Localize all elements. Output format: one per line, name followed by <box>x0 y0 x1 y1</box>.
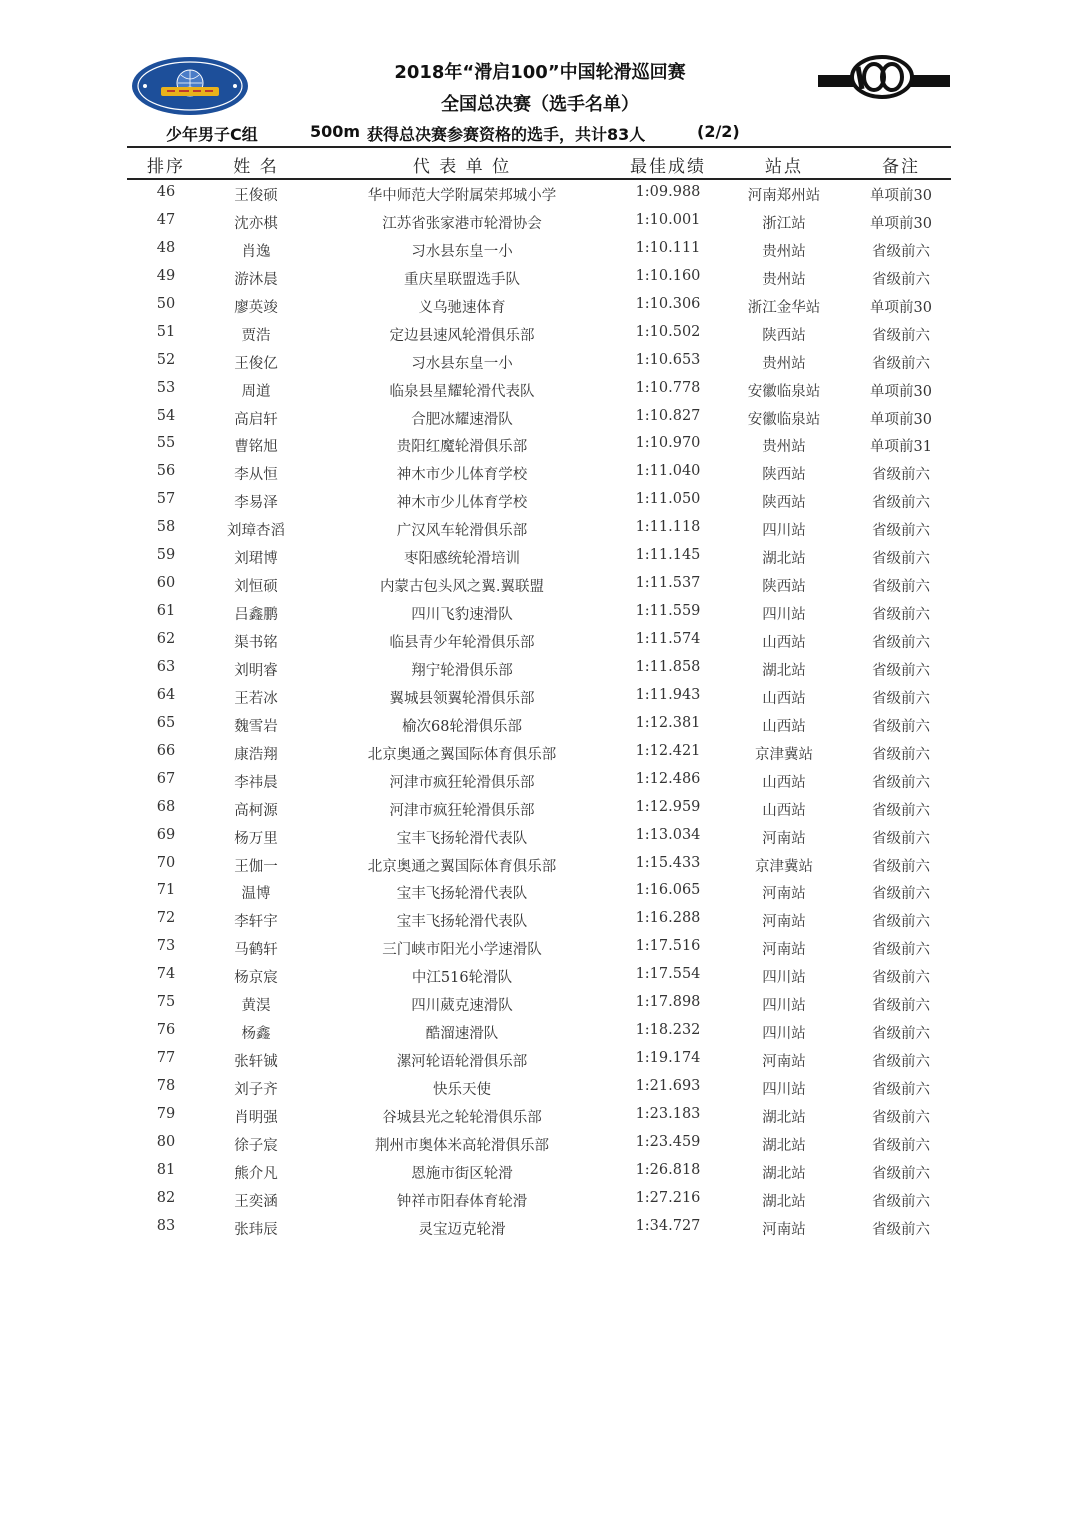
rank-cell: 51 <box>156 323 176 340</box>
name-cell: 李从恒 <box>234 467 278 484</box>
name-cell: 刘明睿 <box>234 662 278 679</box>
best-time-cell: 1:12.421 <box>635 742 701 759</box>
name-cell: 刘子齐 <box>234 1082 278 1098</box>
unit-cell: 酷溜速滑队 <box>425 1026 499 1043</box>
rank-cell: 66 <box>156 742 176 759</box>
station-cell: 湖北站 <box>762 551 806 568</box>
column-header-best-time: 最佳成绩 <box>630 157 706 177</box>
unit-cell: 河津市疯狂轮滑俱乐部 <box>389 774 535 791</box>
name-cell: 徐子宸 <box>234 1137 278 1154</box>
name-cell: 曹铭旭 <box>234 439 278 456</box>
group-label: 少年男子C组 <box>166 125 258 144</box>
best-time-cell: 1:10.778 <box>635 379 701 396</box>
remark-cell: 省级前六 <box>872 718 930 735</box>
remark-cell: 省级前六 <box>872 970 930 987</box>
best-time-cell: 1:09.988 <box>635 184 701 200</box>
unit-cell: 定边县速风轮滑俱乐部 <box>389 327 535 344</box>
rank-cell: 80 <box>156 1133 176 1150</box>
remark-cell: 省级前六 <box>872 523 930 540</box>
remark-cell: 省级前六 <box>872 607 930 624</box>
remark-cell: 单项前30 <box>870 299 932 316</box>
best-time-cell: 1:17.898 <box>635 994 701 1011</box>
remark-cell: 省级前六 <box>872 690 930 707</box>
name-cell: 李轩宇 <box>234 914 278 931</box>
name-cell: 肖明强 <box>234 1109 278 1126</box>
event-label: 500m <box>310 122 361 141</box>
best-time-cell: 1:19.174 <box>635 1050 701 1067</box>
unit-cell: 临泉县星耀轮滑代表队 <box>389 383 535 400</box>
unit-cell: 宝丰飞扬轮滑代表队 <box>396 830 528 847</box>
station-cell: 贵州站 <box>762 355 806 372</box>
station-cell: 山西站 <box>762 718 806 735</box>
column-header-unit: 代 表 单 位 <box>412 157 512 177</box>
best-time-cell: 1:11.118 <box>635 519 701 536</box>
remark-cell: 单项前30 <box>870 188 932 204</box>
unit-cell: 四川飞豹速滑队 <box>411 607 513 624</box>
station-cell: 山西站 <box>762 802 806 819</box>
rank-cell: 61 <box>156 603 176 620</box>
name-cell: 王俊亿 <box>234 355 278 372</box>
table-body <box>0 180 1080 1242</box>
remark-cell: 省级前六 <box>872 830 930 847</box>
name-cell: 吕鑫鹏 <box>234 607 278 624</box>
unit-cell: 宝丰飞扬轮滑代表队 <box>396 914 528 931</box>
remark-cell: 省级前六 <box>872 942 930 959</box>
station-cell: 陕西站 <box>762 495 806 512</box>
remark-cell: 省级前六 <box>872 1109 930 1126</box>
unit-cell: 翼城县领翼轮滑俱乐部 <box>389 690 535 707</box>
station-cell: 四川站 <box>762 1026 806 1043</box>
unit-cell: 中江516轮滑队 <box>411 970 513 987</box>
rank-cell: 72 <box>156 910 176 927</box>
station-cell: 京津冀站 <box>755 746 813 763</box>
unit-cell: 北京奥通之翼国际体育俱乐部 <box>367 858 557 875</box>
unit-cell: 神木市少儿体育学校 <box>396 495 528 512</box>
remark-cell: 省级前六 <box>872 243 930 260</box>
rank-cell: 70 <box>156 854 176 871</box>
station-cell: 山西站 <box>762 774 806 791</box>
station-cell: 四川站 <box>762 607 806 624</box>
table-row <box>0 1102 1080 1130</box>
remark-cell: 省级前六 <box>872 914 930 931</box>
best-time-cell: 1:10.827 <box>635 407 701 424</box>
best-time-cell: 1:12.959 <box>635 798 701 815</box>
station-cell: 湖北站 <box>762 1137 806 1154</box>
best-time-cell: 1:11.574 <box>635 631 701 647</box>
station-cell: 安徽临泉站 <box>747 411 821 428</box>
station-cell: 湖北站 <box>762 1193 806 1210</box>
remark-cell: 省级前六 <box>872 495 930 512</box>
best-time-cell: 1:17.554 <box>635 966 701 983</box>
table-row <box>0 320 1080 348</box>
station-cell: 陕西站 <box>762 327 806 344</box>
rank-cell: 79 <box>156 1105 176 1122</box>
name-cell: 温博 <box>241 886 271 903</box>
unit-cell: 内蒙古包头风之翼.翼联盟 <box>379 579 545 596</box>
station-cell: 京津冀站 <box>755 858 813 875</box>
best-time-cell: 1:18.232 <box>635 1022 701 1039</box>
unit-cell: 谷城县光之轮轮滑俱乐部 <box>382 1109 542 1126</box>
rank-cell: 55 <box>156 435 176 452</box>
unit-cell: 三门峡市阳光小学速滑队 <box>382 942 542 959</box>
table-row <box>0 431 1080 459</box>
name-cell: 王若冰 <box>234 690 278 707</box>
qualification-description: 获得总决赛参赛资格的选手，共计83人 <box>367 125 646 144</box>
unit-cell: 灵宝迈克轮滑 <box>418 1221 506 1238</box>
title-line-1: 2018年“滑启100”中国轮滑巡回赛 <box>394 62 686 83</box>
table-row <box>0 180 1080 208</box>
station-cell: 浙江金华站 <box>747 299 821 316</box>
remark-cell: 省级前六 <box>872 1165 930 1182</box>
station-cell: 山西站 <box>762 635 806 651</box>
unit-cell: 华中师范大学附属荣邦城小学 <box>367 188 557 204</box>
rank-cell: 77 <box>156 1050 176 1067</box>
unit-cell: 枣阳感统轮滑培训 <box>404 551 520 568</box>
rank-cell: 81 <box>156 1161 176 1178</box>
unit-cell: 荆州市奥体米高轮滑俱乐部 <box>375 1137 549 1154</box>
rank-cell: 76 <box>156 1022 176 1039</box>
table-row <box>0 1074 1080 1102</box>
station-cell: 四川站 <box>762 1082 806 1098</box>
rank-cell: 57 <box>156 491 176 508</box>
remark-cell: 省级前六 <box>872 1137 930 1154</box>
rank-cell: 69 <box>156 826 176 843</box>
remark-cell: 单项前31 <box>870 439 932 456</box>
table-row <box>0 487 1080 515</box>
remark-cell: 省级前六 <box>872 1193 930 1210</box>
remark-cell: 省级前六 <box>872 802 930 819</box>
name-cell: 王伽一 <box>234 858 278 875</box>
best-time-cell: 1:11.943 <box>635 686 701 703</box>
best-time-cell: 1:21.693 <box>635 1078 701 1094</box>
column-header-rank: 排序 <box>147 157 185 177</box>
unit-cell: 快乐天使 <box>433 1082 491 1098</box>
name-cell: 沈亦棋 <box>234 215 278 232</box>
table-row <box>0 348 1080 376</box>
unit-cell: 河津市疯狂轮滑俱乐部 <box>389 802 535 819</box>
station-cell: 河南站 <box>762 942 806 959</box>
column-header-name: 姓 名 <box>233 157 279 177</box>
unit-cell: 临县青少年轮滑俱乐部 <box>389 635 535 651</box>
table-row <box>0 962 1080 990</box>
best-time-cell: 1:11.145 <box>635 547 701 564</box>
remark-cell: 省级前六 <box>872 774 930 791</box>
table-row <box>0 683 1080 711</box>
best-time-cell: 1:23.183 <box>635 1105 701 1122</box>
rank-cell: 59 <box>156 547 176 564</box>
station-cell: 河南站 <box>762 830 806 847</box>
best-time-cell: 1:10.111 <box>635 239 701 256</box>
rank-cell: 54 <box>156 407 176 424</box>
name-cell: 王俊硕 <box>234 188 278 204</box>
name-cell: 刘璋杏滔 <box>227 523 285 540</box>
name-cell: 高启轩 <box>234 411 278 428</box>
remark-cell: 省级前六 <box>872 998 930 1015</box>
best-time-cell: 1:17.516 <box>635 938 701 955</box>
name-cell: 肖逸 <box>241 243 271 260</box>
remark-cell: 单项前30 <box>870 215 932 232</box>
name-cell: 廖英竣 <box>234 299 278 316</box>
unit-cell: 合肥冰耀速滑队 <box>411 411 513 428</box>
remark-cell: 省级前六 <box>872 635 930 651</box>
rank-cell: 73 <box>156 938 176 955</box>
rank-cell: 53 <box>156 379 176 396</box>
station-cell: 陕西站 <box>762 579 806 596</box>
name-cell: 熊介凡 <box>234 1165 278 1182</box>
name-cell: 王奕涵 <box>234 1193 278 1210</box>
table-row <box>0 990 1080 1018</box>
remark-cell: 省级前六 <box>872 858 930 875</box>
table-row <box>0 711 1080 739</box>
table-row <box>0 767 1080 795</box>
station-cell: 山西站 <box>762 690 806 707</box>
table-row <box>0 1046 1080 1074</box>
best-time-cell: 1:11.050 <box>635 491 701 508</box>
rank-cell: 68 <box>156 798 176 815</box>
association-logo <box>131 56 249 116</box>
unit-cell: 习水县东皇一小 <box>411 243 513 260</box>
station-cell: 河南站 <box>762 886 806 903</box>
best-time-cell: 1:13.034 <box>635 826 701 843</box>
table-row <box>0 823 1080 851</box>
name-cell: 杨鑫 <box>241 1026 271 1043</box>
table-row <box>0 571 1080 599</box>
name-cell: 游沐晨 <box>234 271 278 288</box>
unit-cell: 神木市少儿体育学校 <box>396 467 528 484</box>
station-cell: 湖北站 <box>762 1109 806 1126</box>
unit-cell: 宝丰飞扬轮滑代表队 <box>396 886 528 903</box>
station-cell: 浙江站 <box>762 215 806 232</box>
remark-cell: 省级前六 <box>872 1026 930 1043</box>
best-time-cell: 1:16.065 <box>635 882 701 899</box>
station-cell: 四川站 <box>762 523 806 540</box>
remark-cell: 省级前六 <box>872 467 930 484</box>
station-cell: 湖北站 <box>762 1165 806 1182</box>
best-time-cell: 1:10.970 <box>635 435 701 452</box>
unit-cell: 榆次68轮滑俱乐部 <box>402 718 522 735</box>
table-row <box>0 376 1080 404</box>
unit-cell: 习水县东皇一小 <box>411 355 513 372</box>
rank-cell: 67 <box>156 770 176 787</box>
name-cell: 魏雪岩 <box>234 718 278 735</box>
table-row <box>0 1130 1080 1158</box>
name-cell: 高柯源 <box>234 802 278 819</box>
station-cell: 陕西站 <box>762 467 806 484</box>
station-cell: 安徽临泉站 <box>747 383 821 400</box>
remark-cell: 省级前六 <box>872 886 930 903</box>
table-row <box>0 851 1080 879</box>
rank-cell: 74 <box>156 966 176 983</box>
name-cell: 黄淏 <box>241 998 271 1015</box>
name-cell: 周道 <box>241 383 271 400</box>
station-cell: 湖北站 <box>762 662 806 679</box>
rank-cell: 82 <box>156 1189 176 1206</box>
unit-cell: 江苏省张家港市轮滑协会 <box>382 215 542 232</box>
unit-cell: 钟祥市阳春体育轮滑 <box>396 1193 528 1210</box>
best-time-cell: 1:23.459 <box>635 1133 701 1150</box>
best-time-cell: 1:12.381 <box>635 714 701 731</box>
rank-cell: 52 <box>156 351 176 368</box>
table-row <box>0 1214 1080 1242</box>
best-time-cell: 1:10.653 <box>635 351 701 368</box>
unit-cell: 北京奥通之翼国际体育俱乐部 <box>367 746 557 763</box>
rank-cell: 64 <box>156 686 176 703</box>
rank-cell: 49 <box>156 267 176 284</box>
rank-cell: 78 <box>156 1078 176 1094</box>
unit-cell: 广汉风车轮滑俱乐部 <box>396 523 528 540</box>
name-cell: 刘恒硕 <box>234 579 278 596</box>
station-cell: 四川站 <box>762 970 806 987</box>
rank-cell: 65 <box>156 714 176 731</box>
name-cell: 李易泽 <box>234 495 278 512</box>
rank-cell: 58 <box>156 519 176 536</box>
table-row <box>0 627 1080 655</box>
remark-cell: 省级前六 <box>872 1221 930 1238</box>
table-row <box>0 739 1080 767</box>
best-time-cell: 1:10.160 <box>635 267 701 284</box>
table-row <box>0 878 1080 906</box>
rank-cell: 83 <box>156 1217 176 1234</box>
station-cell: 四川站 <box>762 998 806 1015</box>
station-cell: 贵州站 <box>762 271 806 288</box>
remark-cell: 单项前30 <box>870 383 932 400</box>
best-time-cell: 1:12.486 <box>635 770 701 787</box>
best-time-cell: 1:27.216 <box>635 1189 701 1206</box>
unit-cell: 义乌驰速体育 <box>418 299 506 316</box>
name-cell: 张轩铖 <box>234 1054 278 1071</box>
best-time-cell: 1:11.559 <box>635 603 701 620</box>
rank-cell: 46 <box>156 184 176 200</box>
table-top-rule <box>127 146 951 148</box>
column-header-remark: 备注 <box>882 157 920 177</box>
name-cell: 杨万里 <box>234 830 278 847</box>
best-time-cell: 1:15.433 <box>635 854 701 871</box>
rank-cell: 75 <box>156 994 176 1011</box>
rank-cell: 62 <box>156 631 176 647</box>
remark-cell: 省级前六 <box>872 327 930 344</box>
title-line-2: 全国总决赛（选手名单） <box>441 94 639 115</box>
best-time-cell: 1:26.818 <box>635 1161 701 1178</box>
name-cell: 渠书铭 <box>234 635 278 651</box>
name-cell: 贾浩 <box>241 327 271 344</box>
unit-cell: 贵阳红魔轮滑俱乐部 <box>396 439 528 456</box>
table-row <box>0 236 1080 264</box>
remark-cell: 省级前六 <box>872 355 930 372</box>
table-row <box>0 934 1080 962</box>
unit-cell: 漯河轮语轮滑俱乐部 <box>396 1054 528 1071</box>
table-row <box>0 655 1080 683</box>
name-cell: 康浩翔 <box>234 746 278 763</box>
table-row <box>0 264 1080 292</box>
name-cell: 张玮辰 <box>234 1221 278 1238</box>
table-row <box>0 599 1080 627</box>
unit-cell: 恩施市街区轮滑 <box>411 1165 513 1182</box>
rank-cell: 50 <box>156 295 176 312</box>
name-cell: 杨京宸 <box>234 970 278 987</box>
station-cell: 河南站 <box>762 1221 806 1238</box>
best-time-cell: 1:10.306 <box>635 295 701 312</box>
rank-cell: 48 <box>156 239 176 256</box>
best-time-cell: 1:11.040 <box>635 463 701 480</box>
remark-cell: 省级前六 <box>872 1054 930 1071</box>
unit-cell: 翔宁轮滑俱乐部 <box>411 662 513 679</box>
table-header <box>0 150 1080 176</box>
best-time-cell: 1:11.537 <box>635 575 701 592</box>
station-cell: 河南站 <box>762 914 806 931</box>
station-cell: 贵州站 <box>762 439 806 456</box>
unit-cell: 重庆星联盟选手队 <box>404 271 520 288</box>
remark-cell: 省级前六 <box>872 579 930 596</box>
station-cell: 河南站 <box>762 1054 806 1071</box>
station-cell: 河南郑州站 <box>747 188 821 204</box>
table-row <box>0 208 1080 236</box>
remark-cell: 省级前六 <box>872 746 930 763</box>
remark-cell: 省级前六 <box>872 1082 930 1098</box>
table-row <box>0 543 1080 571</box>
table-row <box>0 515 1080 543</box>
rank-cell: 56 <box>156 463 176 480</box>
remark-cell: 单项前30 <box>870 411 932 428</box>
page-indicator: (2/2) <box>697 122 740 141</box>
name-cell: 李祎晨 <box>234 774 278 791</box>
remark-cell: 省级前六 <box>872 551 930 568</box>
best-time-cell: 1:11.858 <box>635 658 701 675</box>
rank-cell: 63 <box>156 658 176 675</box>
name-cell: 马鹤轩 <box>234 942 278 959</box>
table-row <box>0 906 1080 934</box>
table-row <box>0 404 1080 432</box>
best-time-cell: 1:34.727 <box>635 1217 701 1234</box>
unit-cell: 四川葳克速滑队 <box>411 998 513 1015</box>
best-time-cell: 1:16.288 <box>635 910 701 927</box>
remark-cell: 省级前六 <box>872 271 930 288</box>
table-row <box>0 795 1080 823</box>
station-cell: 贵州站 <box>762 243 806 260</box>
rank-cell: 47 <box>156 211 176 228</box>
table-row <box>0 459 1080 487</box>
brand-logo <box>818 55 950 121</box>
table-row <box>0 1158 1080 1186</box>
rank-cell: 60 <box>156 575 176 592</box>
name-cell: 刘珺博 <box>234 551 278 568</box>
rank-cell: 71 <box>156 882 176 899</box>
best-time-cell: 1:10.502 <box>635 323 701 340</box>
table-row <box>0 1186 1080 1214</box>
table-row <box>0 1018 1080 1046</box>
column-header-station: 站点 <box>765 157 803 177</box>
best-time-cell: 1:10.001 <box>635 211 701 228</box>
remark-cell: 省级前六 <box>872 662 930 679</box>
table-row <box>0 292 1080 320</box>
